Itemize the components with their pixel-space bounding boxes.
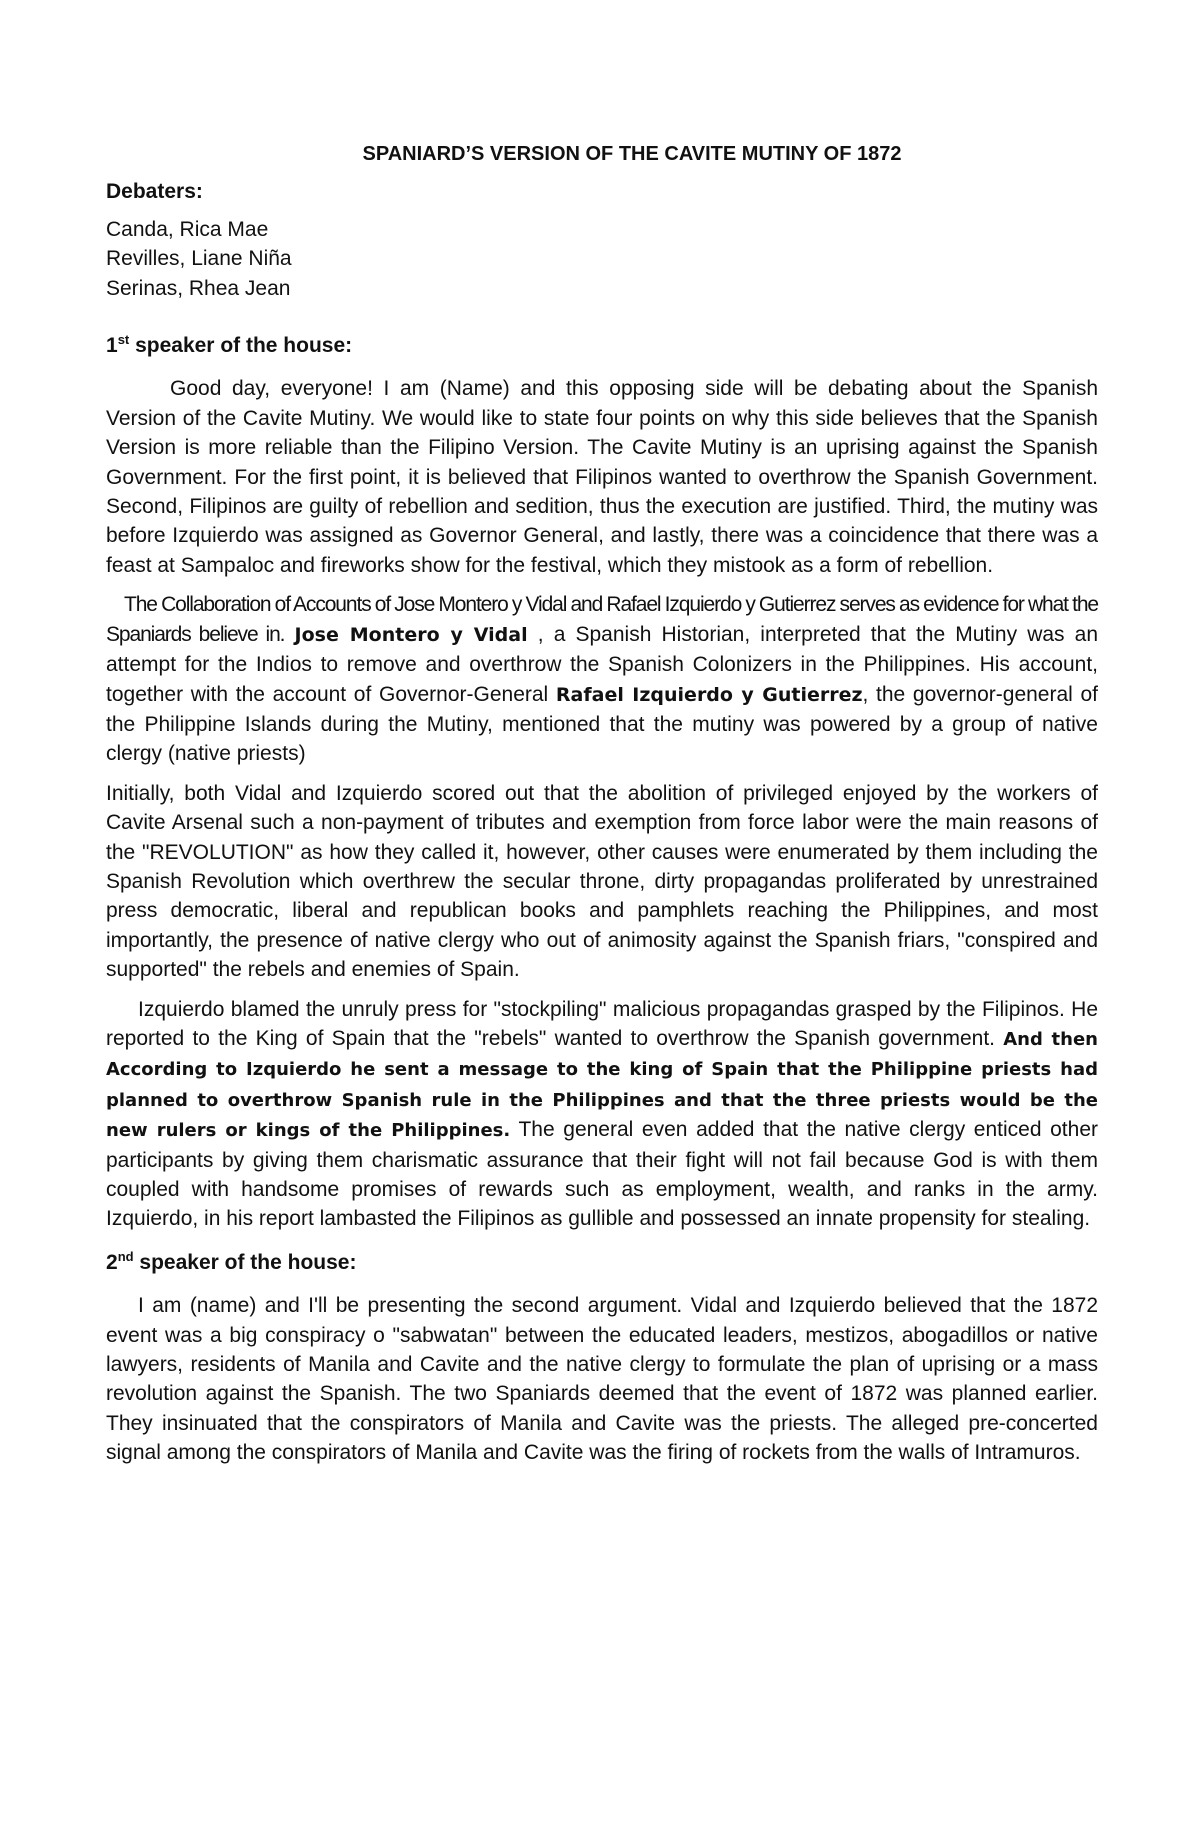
debater-name: Revilles, Liane Niña bbox=[106, 247, 292, 271]
speaker-label: speaker of the house: bbox=[129, 334, 353, 358]
debater-name: Serinas, Rhea Jean bbox=[106, 276, 291, 300]
document-title: SPANIARD’S VERSION OF THE CAVITE MUTINY OF 1872 bbox=[362, 143, 902, 165]
paragraph-second-argument: I am (name) and I'll be presenting the second argument. Vidal and Izquierdo believed that the 1872 event was a big conspiracy o "sabwatan" between the educated leaders, mestizos, abogadillos or native lawyers, residents of Manila and Cavite and the native clergy to formulate the plan of uprising or a mass revolution against the Spanish. The two Spaniards deemed that the event of 1872 was planned earlier. They insinuated that the conspirators of Manila and Cavite was the priests. The alleged pre-concerted signal among the conspirators of Manila and Cavite was the firing of rockets from the walls of Intramuros. bbox=[106, 1294, 1098, 1465]
spacer bbox=[106, 303, 1098, 331]
bold-sentence: And then According to Izquierdo he sent a message to the king of Spain that the Philippine priests had planned to overthrow Spanish rule in the Philippines and that the three priests would be the new rulers or kings of the Philippines. bbox=[106, 1028, 1098, 1142]
document-body bbox=[106, 140, 1098, 1468]
paragraph-collaboration bbox=[106, 590, 1098, 768]
spacer bbox=[106, 985, 1098, 995]
debaters-label: Debaters: bbox=[106, 180, 203, 204]
debater-name: Canda, Rica Mae bbox=[106, 217, 269, 241]
speaker-1-heading bbox=[106, 331, 1098, 360]
ordinal-suffix: nd bbox=[117, 1248, 134, 1264]
speaker-number: 2 bbox=[106, 1250, 118, 1274]
spacer bbox=[106, 1234, 1098, 1248]
paragraph-text: , the governor-general of the Philippine Islands during the Mutiny, mentioned that the mutiny was powered by a group of native clergy (native priests) bbox=[106, 682, 1098, 766]
spacer bbox=[106, 1277, 1098, 1291]
paragraph-text: Izquierdo blamed the unruly press for "stockpiling" malicious propagandas grasped by the Filipinos. He reported to the King of Spain that the "rebels" wanted to overthrow the Spanish government. bbox=[106, 997, 1098, 1050]
paragraph-izquierdo bbox=[106, 995, 1098, 1234]
spacer bbox=[106, 580, 1098, 590]
spacer bbox=[106, 769, 1098, 779]
speaker-2-heading bbox=[106, 1248, 1098, 1277]
speaker-label: speaker of the house: bbox=[133, 1250, 357, 1274]
condensed-intro: The Collaboration of Accounts of Jose Montero y Vidal and Rafael Izquierdo y Gutierrez serves as evidence for what the Spaniards believe in. bbox=[106, 593, 1098, 646]
bold-name-izquierdo: Rafael Izquierdo y Gutierrez bbox=[555, 683, 863, 706]
paragraph-causes: Initially, both Vidal and Izquierdo scored out that the abolition of privileged enjoyed by the workers of Cavite Arsenal such a non-payment of tributes and exemption from force labor were the main reasons of the "REVOLUTION" as how they called it, however, other causes were enumerated by them including the Spanish Revolution which overthrew the secular throne, dirty propagandas proliferated by unrestrained press democratic, liberal and republican books and pamphlets reaching the Philippines, and most importantly, the presence of native clergy who out of animosity against the Spanish friars, "conspired and supported" the rebels and enemies of Spain. bbox=[106, 781, 1098, 982]
spacer bbox=[106, 360, 1098, 374]
paragraph-text: The general even added that the native clergy enticed other participants by giving them charismatic assurance that their fight will not fail because God is with them coupled with handsome promises of rewards such as employment, wealth, and ranks in the army. Izquierdo, in his report lambasted the Filipinos as gullible and possessed an innate propensity for stealing. bbox=[106, 1118, 1098, 1231]
paragraph-text: , a Spanish Historian, interpreted that the Mutiny was an attempt for the Indios to remove and overthrow the Spanish Colonizers in the Philippines. His account, together with the account of Governor-General bbox=[106, 622, 1099, 706]
speaker-number: 1 bbox=[106, 334, 118, 358]
ordinal-suffix: st bbox=[117, 332, 130, 348]
bold-name-vidal: Jose Montero y Vidal bbox=[294, 623, 528, 646]
paragraph-opening: Good day, everyone! I am (Name) and this opposing side will be debating about the Spanish Version of the Cavite Mutiny. We would like to state four points on why this side believes that the Spanish Version is more reliable than the Filipino Version. The Cavite Mutiny is an uprising against the Spanish Government. For the first point, it is believed that Filipinos wanted to overthrow the Spanish Government. Second, Filipinos are guilty of rebellion and sedition, thus the execution are justified. Third, the mutiny was before Izquierdo was assigned as Governor General, and lastly, there was a coincidence that there was a feast at Sampaloc and fireworks show for the festival, which they mistook as a form of rebellion. bbox=[106, 377, 1098, 577]
